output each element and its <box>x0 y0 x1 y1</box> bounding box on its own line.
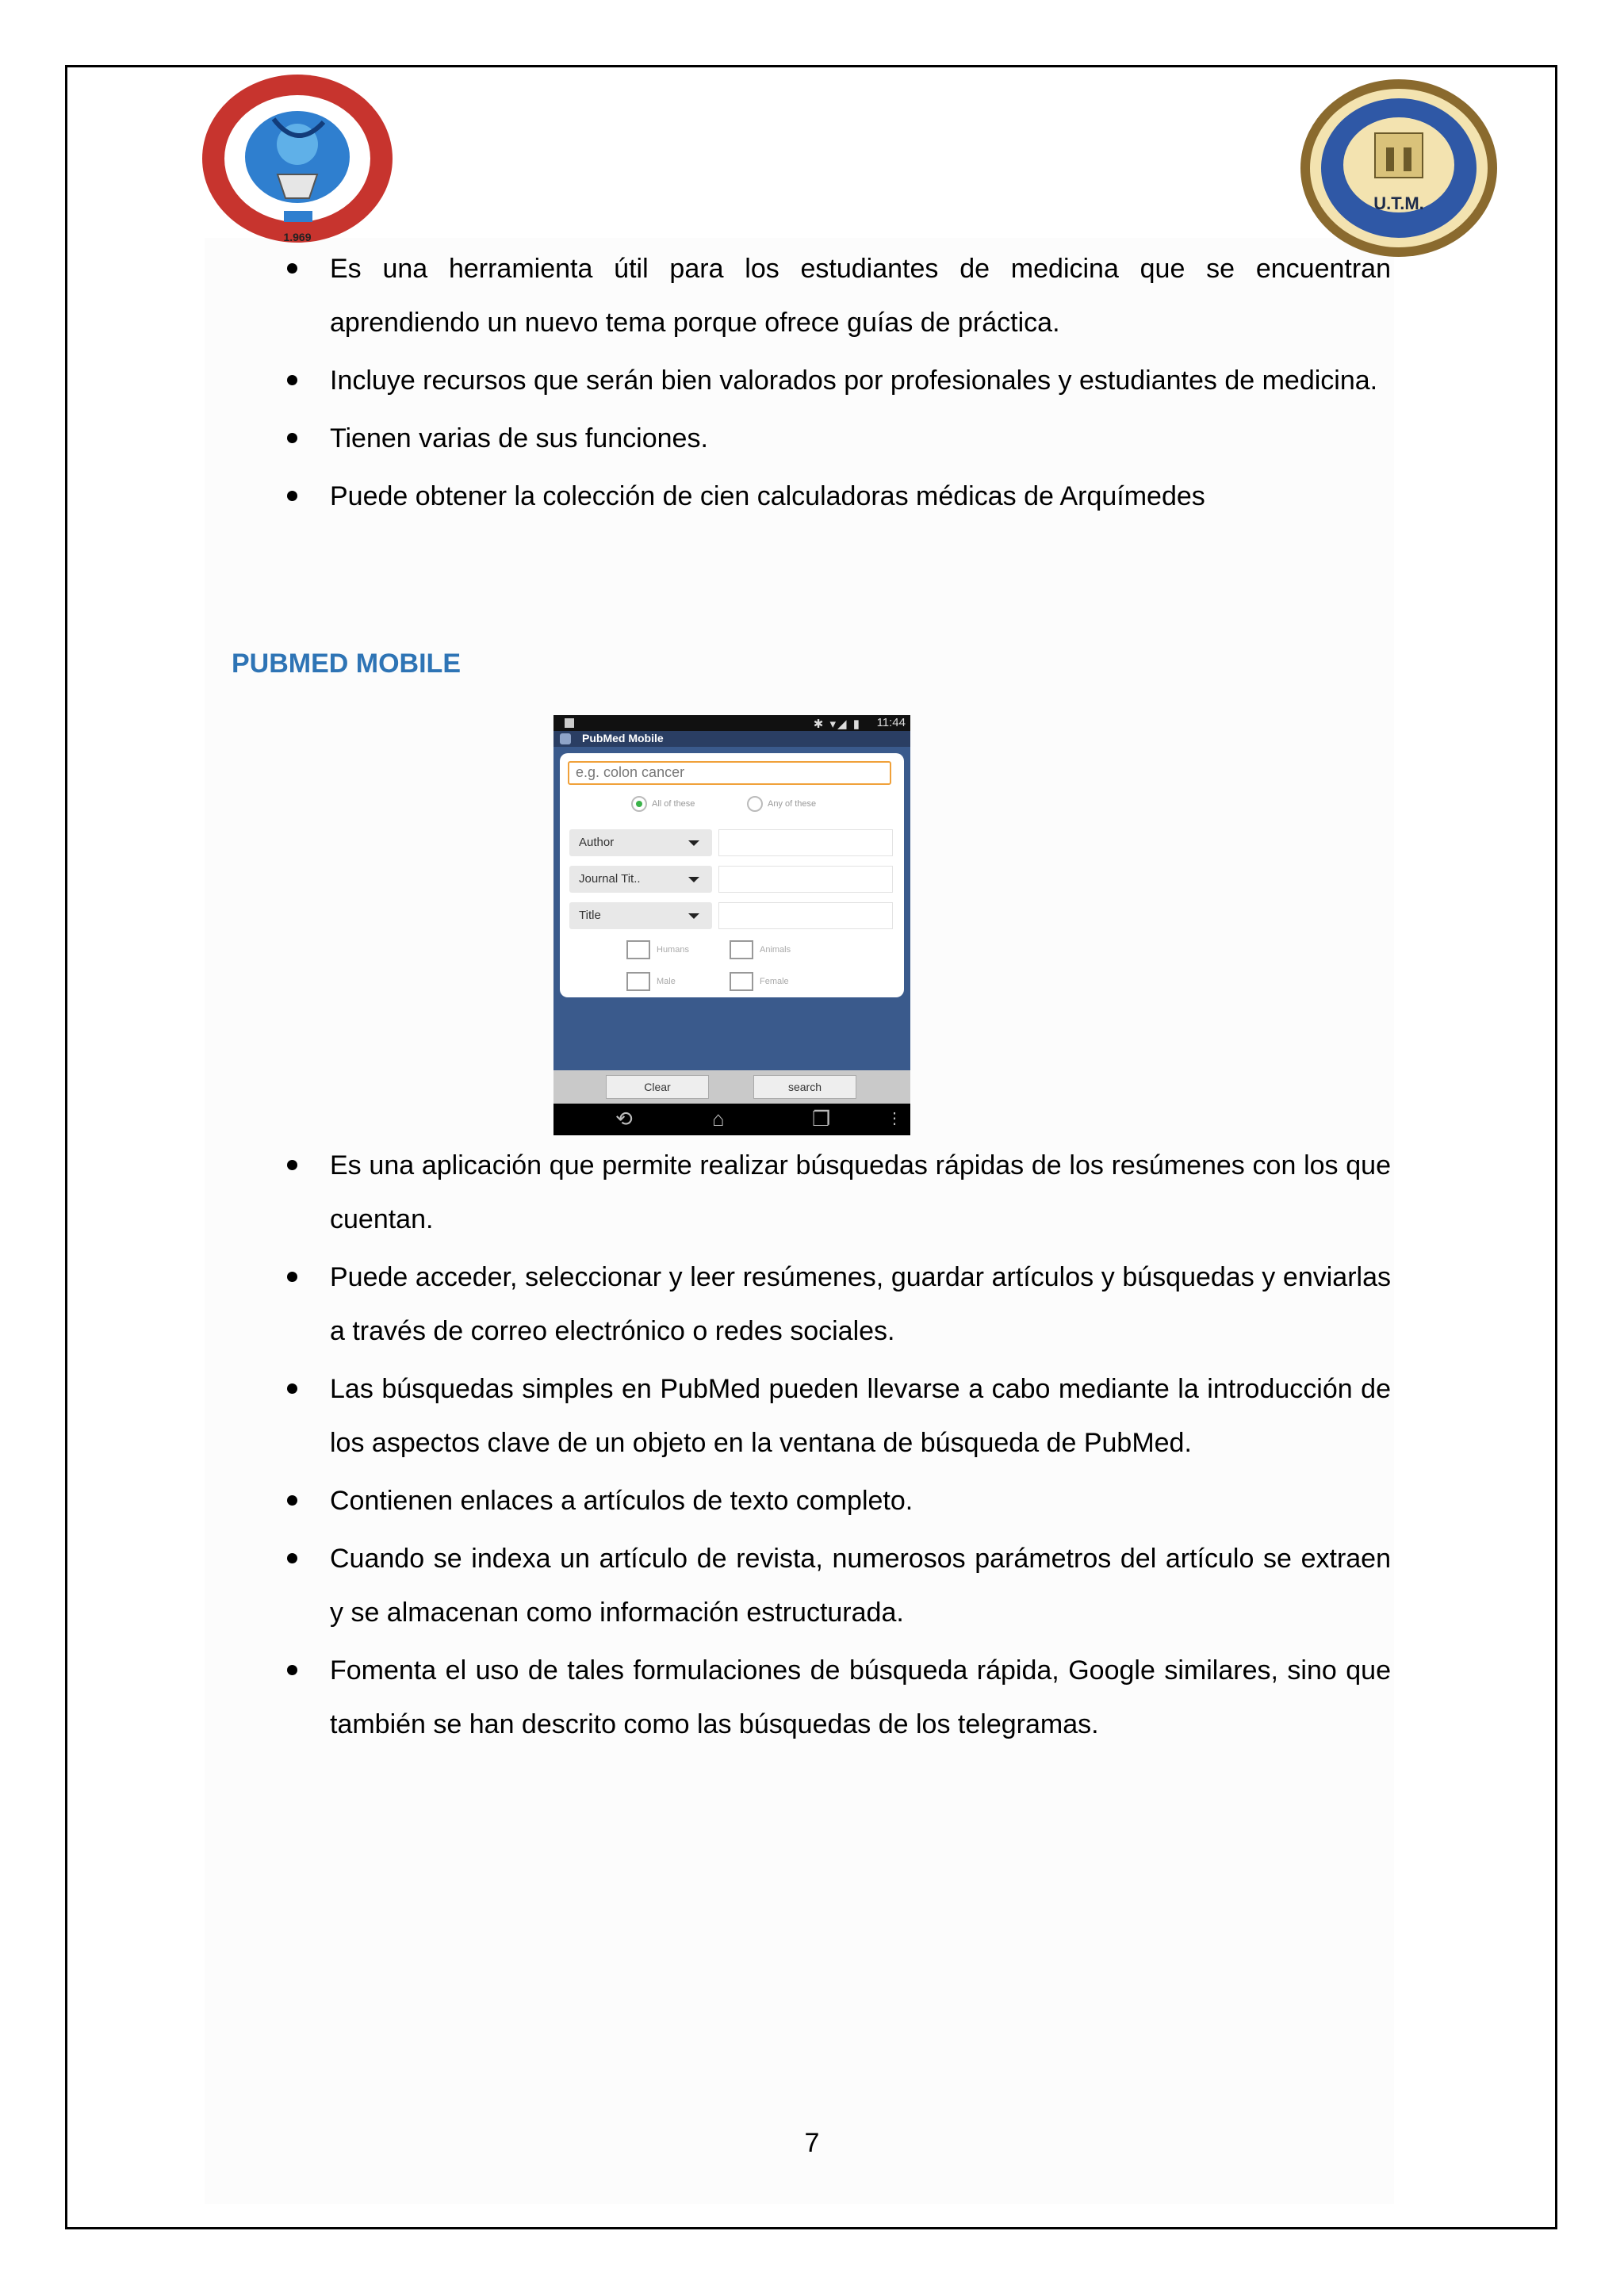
bullet-icon <box>287 1160 297 1170</box>
checkbox-label: Female <box>760 976 789 986</box>
notification-icon <box>565 718 574 728</box>
checkbox-animals[interactable] <box>730 940 791 959</box>
checkbox-icon[interactable] <box>730 940 753 959</box>
bullet-icon <box>287 1553 297 1563</box>
app-icon <box>560 733 571 744</box>
checkbox-label: Male <box>657 976 676 986</box>
list-item-text: Es una aplicación que permite realizar búsquedas rápidas de los resúmenes con los que cuentan. <box>330 1150 1391 1234</box>
checkbox-label: Humans <box>657 944 689 955</box>
search-input[interactable]: e.g. colon cancer <box>568 761 891 785</box>
list-item <box>284 1474 1391 1528</box>
university-logo <box>198 71 396 246</box>
title-field[interactable] <box>718 902 893 929</box>
list-item-text: Es una herramienta útil para los estudiantes de medicina que se encuentran aprendiendo un nuevo tema porque ofrece guías de práctica. <box>330 254 1391 338</box>
checkbox-icon[interactable] <box>626 972 650 991</box>
radio-all-label: All of these <box>652 798 695 809</box>
list-item-text: Puede obtener la colección de cien calculadoras médicas de Arquímedes <box>330 481 1205 511</box>
faculty-seal-logo <box>1297 76 1500 260</box>
back-icon[interactable]: ⟲ <box>615 1107 633 1131</box>
clear-button[interactable]: Clear <box>606 1075 709 1099</box>
list-item-text: Incluye recursos que serán bien valorados por profesionales y estudiantes de medicina. <box>330 365 1378 396</box>
app-title: PubMed Mobile <box>582 732 664 744</box>
dropdown-label: Author <box>579 836 615 849</box>
bullet-icon <box>287 1272 297 1282</box>
list-item <box>284 1644 1391 1751</box>
radio-selected-icon[interactable] <box>631 796 647 812</box>
journal-field[interactable] <box>718 866 893 893</box>
university-logo-year: 1.969 <box>283 231 312 243</box>
radio-any-option[interactable] <box>747 796 816 812</box>
list-item-text: Las búsquedas simples en PubMed pueden llevarse a cabo mediante la introducción de los aspectos clave de un objeto en la ventana de búsqueda de PubMed. <box>330 1374 1391 1458</box>
bullet-icon <box>287 263 297 274</box>
app-bar <box>553 731 910 747</box>
list-item-text: Puede acceder, seleccionar y leer resúmenes, guardar artículos y búsquedas y enviarlas a través de correo electrónico o redes sociales. <box>330 1262 1391 1346</box>
checkbox-female[interactable] <box>730 972 789 991</box>
list-item <box>284 1532 1391 1640</box>
bullet-list-top <box>284 242 1391 527</box>
checkbox-label: Animals <box>760 944 791 955</box>
radio-all-option[interactable] <box>631 796 695 812</box>
page-number: 7 <box>804 2128 820 2158</box>
bullet-icon <box>287 433 297 443</box>
pubmed-mobile-screenshot <box>553 715 910 1135</box>
home-icon[interactable]: ⌂ <box>712 1107 725 1131</box>
list-item <box>284 1250 1391 1358</box>
bullet-icon <box>287 1495 297 1506</box>
checkbox-icon[interactable] <box>626 940 650 959</box>
author-dropdown[interactable] <box>569 829 712 856</box>
checkbox-humans[interactable] <box>626 940 689 959</box>
signal-icon: ✱ ▾◢ ▮ <box>813 718 861 731</box>
list-item <box>284 1138 1391 1246</box>
button-bar <box>553 1070 910 1104</box>
recent-apps-icon[interactable]: ❐ <box>812 1107 831 1131</box>
list-item-text: Tienen varias de sus funciones. <box>330 423 708 453</box>
faculty-seal-abbr: U.T.M. <box>1373 193 1424 213</box>
radio-unselected-icon[interactable] <box>747 796 763 812</box>
status-time: 11:44 <box>876 716 906 729</box>
list-item-text: Contienen enlaces a artículos de texto completo. <box>330 1486 914 1516</box>
list-item <box>284 242 1391 350</box>
android-nav-bar <box>553 1104 910 1135</box>
bullet-list-bottom <box>284 1138 1391 1755</box>
search-form <box>560 753 904 997</box>
search-button[interactable]: search <box>753 1075 856 1099</box>
overflow-menu-icon[interactable]: ⋮ <box>887 1110 902 1127</box>
list-item <box>284 411 1391 465</box>
caret-down-icon <box>688 840 699 846</box>
title-dropdown[interactable] <box>569 902 712 929</box>
bullet-icon <box>287 1383 297 1394</box>
list-item <box>284 1362 1391 1470</box>
checkbox-male[interactable] <box>626 972 676 991</box>
list-item-text: Fomenta el uso de tales formulaciones de búsqueda rápida, Google similares, sino que también se han descrito como las búsquedas de los telegramas. <box>330 1655 1391 1739</box>
list-item <box>284 354 1391 408</box>
checkbox-icon[interactable] <box>730 972 753 991</box>
bullet-icon <box>287 491 297 501</box>
journal-dropdown[interactable] <box>569 866 712 893</box>
caret-down-icon <box>688 913 699 919</box>
list-item <box>284 469 1391 523</box>
caret-down-icon <box>688 877 699 882</box>
dropdown-label: Title <box>579 909 601 922</box>
dropdown-label: Journal Tit.. <box>579 872 641 886</box>
radio-any-label: Any of these <box>768 798 817 809</box>
status-bar <box>553 715 910 731</box>
bullet-icon <box>287 1665 297 1675</box>
bullet-icon <box>287 375 297 385</box>
author-field[interactable] <box>718 829 893 856</box>
list-item-text: Cuando se indexa un artículo de revista, numerosos parámetros del artículo se extraen y se almacenan como información estructurada. <box>330 1544 1391 1628</box>
section-heading: PUBMED MOBILE <box>232 649 461 679</box>
